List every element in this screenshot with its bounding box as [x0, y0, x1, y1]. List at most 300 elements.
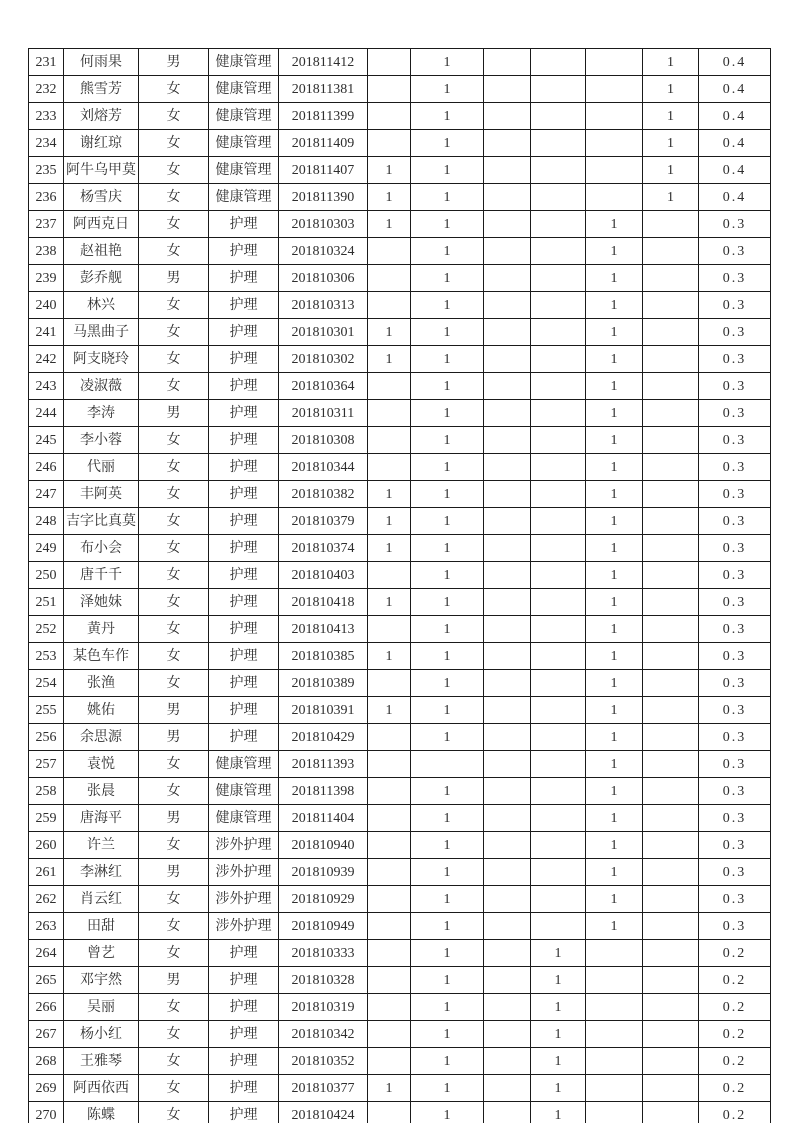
cell-no: 236 [29, 184, 64, 211]
cell-m5: 1 [586, 778, 643, 805]
cell-name: 何雨果 [64, 49, 139, 76]
cell-no: 235 [29, 157, 64, 184]
cell-m3 [484, 292, 531, 319]
table-row [29, 373, 771, 400]
table-row [29, 157, 771, 184]
cell-major: 健康管理 [209, 805, 279, 832]
cell-m5: 1 [586, 859, 643, 886]
table-row [29, 913, 771, 940]
cell-sid: 201810328 [279, 967, 368, 994]
cell-sid: 201810949 [279, 913, 368, 940]
cell-score: 0.4 [699, 49, 771, 76]
cell-name: 马黑曲子 [64, 319, 139, 346]
cell-name: 阿西克日 [64, 211, 139, 238]
cell-major: 健康管理 [209, 157, 279, 184]
cell-m2: 1 [411, 508, 484, 535]
cell-sid: 201810377 [279, 1075, 368, 1102]
cell-m1 [368, 886, 411, 913]
cell-m1 [368, 616, 411, 643]
cell-sid: 201811393 [279, 751, 368, 778]
cell-m4 [531, 184, 586, 211]
cell-m6 [643, 859, 699, 886]
cell-m3 [484, 859, 531, 886]
cell-m4 [531, 832, 586, 859]
cell-m2: 1 [411, 130, 484, 157]
cell-m4 [531, 643, 586, 670]
cell-m1: 1 [368, 697, 411, 724]
cell-no: 232 [29, 76, 64, 103]
cell-m2: 1 [411, 373, 484, 400]
cell-m2: 1 [411, 913, 484, 940]
cell-m5 [586, 1021, 643, 1048]
cell-sid: 201810308 [279, 427, 368, 454]
cell-m1 [368, 238, 411, 265]
cell-major: 涉外护理 [209, 859, 279, 886]
cell-m1: 1 [368, 157, 411, 184]
cell-m5 [586, 157, 643, 184]
cell-m2 [411, 751, 484, 778]
cell-m6: 1 [643, 49, 699, 76]
cell-m1 [368, 1102, 411, 1123]
cell-major: 护理 [209, 724, 279, 751]
table-row [29, 724, 771, 751]
cell-m5: 1 [586, 400, 643, 427]
table-row [29, 346, 771, 373]
cell-m6 [643, 481, 699, 508]
cell-gender: 男 [139, 265, 209, 292]
cell-m3 [484, 589, 531, 616]
cell-name: 唐千千 [64, 562, 139, 589]
table-row [29, 778, 771, 805]
cell-gender: 女 [139, 751, 209, 778]
cell-m3 [484, 778, 531, 805]
cell-m2: 1 [411, 319, 484, 346]
cell-m4 [531, 508, 586, 535]
cell-m6 [643, 373, 699, 400]
cell-m5 [586, 994, 643, 1021]
cell-sid: 201810382 [279, 481, 368, 508]
cell-major: 健康管理 [209, 130, 279, 157]
cell-gender: 女 [139, 1021, 209, 1048]
cell-gender: 男 [139, 967, 209, 994]
cell-m3 [484, 508, 531, 535]
cell-no: 269 [29, 1075, 64, 1102]
cell-name: 凌淑薇 [64, 373, 139, 400]
cell-no: 260 [29, 832, 64, 859]
table-row [29, 508, 771, 535]
cell-no: 259 [29, 805, 64, 832]
cell-m4: 1 [531, 1075, 586, 1102]
cell-sid: 201810302 [279, 346, 368, 373]
cell-m5: 1 [586, 454, 643, 481]
cell-gender: 男 [139, 859, 209, 886]
cell-sid: 201810313 [279, 292, 368, 319]
table-row [29, 643, 771, 670]
cell-sid: 201810379 [279, 508, 368, 535]
cell-score: 0.3 [699, 913, 771, 940]
cell-major: 护理 [209, 589, 279, 616]
cell-name: 李涛 [64, 400, 139, 427]
cell-m2: 1 [411, 184, 484, 211]
table-row [29, 886, 771, 913]
cell-sid: 201810311 [279, 400, 368, 427]
cell-m1 [368, 724, 411, 751]
cell-m2: 1 [411, 967, 484, 994]
cell-m2: 1 [411, 1048, 484, 1075]
cell-m5 [586, 1075, 643, 1102]
cell-sid: 201810374 [279, 535, 368, 562]
cell-m1 [368, 751, 411, 778]
cell-sid: 201810940 [279, 832, 368, 859]
cell-m6 [643, 535, 699, 562]
cell-sid: 201810344 [279, 454, 368, 481]
cell-score: 0.3 [699, 265, 771, 292]
table-row [29, 319, 771, 346]
cell-major: 护理 [209, 427, 279, 454]
cell-no: 249 [29, 535, 64, 562]
cell-name: 唐海平 [64, 805, 139, 832]
cell-major: 护理 [209, 319, 279, 346]
table-row [29, 994, 771, 1021]
cell-m4 [531, 535, 586, 562]
cell-no: 252 [29, 616, 64, 643]
cell-m2: 1 [411, 454, 484, 481]
table-row [29, 940, 771, 967]
table-row [29, 103, 771, 130]
table-row [29, 1075, 771, 1102]
cell-m1 [368, 778, 411, 805]
cell-m4 [531, 886, 586, 913]
cell-m1 [368, 913, 411, 940]
cell-m5: 1 [586, 238, 643, 265]
cell-no: 239 [29, 265, 64, 292]
cell-m4 [531, 913, 586, 940]
cell-m5 [586, 1048, 643, 1075]
cell-m6 [643, 292, 699, 319]
cell-m4: 1 [531, 1021, 586, 1048]
cell-major: 护理 [209, 616, 279, 643]
cell-m5 [586, 103, 643, 130]
cell-no: 257 [29, 751, 64, 778]
cell-gender: 女 [139, 427, 209, 454]
cell-m2: 1 [411, 1021, 484, 1048]
cell-major: 涉外护理 [209, 886, 279, 913]
cell-m2: 1 [411, 670, 484, 697]
cell-m5 [586, 184, 643, 211]
table-row [29, 535, 771, 562]
cell-no: 263 [29, 913, 64, 940]
cell-no: 246 [29, 454, 64, 481]
cell-m4 [531, 481, 586, 508]
cell-no: 255 [29, 697, 64, 724]
cell-m6 [643, 346, 699, 373]
cell-score: 0.3 [699, 292, 771, 319]
cell-m2: 1 [411, 859, 484, 886]
cell-m1: 1 [368, 1075, 411, 1102]
cell-score: 0.3 [699, 616, 771, 643]
cell-sid: 201811390 [279, 184, 368, 211]
table-row [29, 589, 771, 616]
cell-gender: 男 [139, 49, 209, 76]
cell-m3 [484, 886, 531, 913]
cell-major: 健康管理 [209, 184, 279, 211]
cell-m2: 1 [411, 103, 484, 130]
cell-m6 [643, 589, 699, 616]
cell-m3 [484, 1048, 531, 1075]
cell-m1: 1 [368, 346, 411, 373]
cell-m6 [643, 805, 699, 832]
cell-m5 [586, 940, 643, 967]
cell-m3 [484, 481, 531, 508]
student-roster-table [28, 48, 771, 1123]
cell-m3 [484, 535, 531, 562]
cell-major: 护理 [209, 346, 279, 373]
cell-m4 [531, 724, 586, 751]
cell-m5 [586, 49, 643, 76]
cell-m3 [484, 427, 531, 454]
cell-major: 涉外护理 [209, 832, 279, 859]
cell-name: 赵祖艳 [64, 238, 139, 265]
cell-name: 姚佑 [64, 697, 139, 724]
cell-gender: 女 [139, 643, 209, 670]
cell-m2: 1 [411, 49, 484, 76]
table-row [29, 211, 771, 238]
cell-sid: 201810324 [279, 238, 368, 265]
cell-sid: 201810319 [279, 994, 368, 1021]
cell-m6: 1 [643, 103, 699, 130]
cell-m2: 1 [411, 940, 484, 967]
cell-m6 [643, 967, 699, 994]
cell-name: 彭乔舰 [64, 265, 139, 292]
cell-major: 护理 [209, 1075, 279, 1102]
cell-major: 护理 [209, 508, 279, 535]
cell-m3 [484, 670, 531, 697]
cell-name: 丰阿英 [64, 481, 139, 508]
cell-m2: 1 [411, 265, 484, 292]
cell-m5: 1 [586, 265, 643, 292]
cell-no: 254 [29, 670, 64, 697]
cell-m3 [484, 454, 531, 481]
cell-m4 [531, 778, 586, 805]
cell-gender: 女 [139, 76, 209, 103]
cell-no: 253 [29, 643, 64, 670]
cell-name: 阿支晓玲 [64, 346, 139, 373]
cell-m2: 1 [411, 589, 484, 616]
cell-m3 [484, 238, 531, 265]
cell-m4 [531, 76, 586, 103]
table-row [29, 400, 771, 427]
cell-name: 陈蝶 [64, 1102, 139, 1123]
cell-gender: 女 [139, 940, 209, 967]
cell-m2: 1 [411, 292, 484, 319]
cell-m2: 1 [411, 427, 484, 454]
cell-name: 张渔 [64, 670, 139, 697]
cell-major: 护理 [209, 211, 279, 238]
cell-gender: 女 [139, 454, 209, 481]
cell-score: 0.2 [699, 1102, 771, 1123]
cell-gender: 女 [139, 508, 209, 535]
cell-m6 [643, 724, 699, 751]
table-row [29, 859, 771, 886]
cell-major: 护理 [209, 967, 279, 994]
cell-score: 0.2 [699, 1075, 771, 1102]
cell-m1 [368, 265, 411, 292]
cell-m4 [531, 292, 586, 319]
cell-m2: 1 [411, 1075, 484, 1102]
table-row [29, 76, 771, 103]
cell-m1: 1 [368, 589, 411, 616]
cell-m5: 1 [586, 508, 643, 535]
cell-m6 [643, 886, 699, 913]
cell-sid: 201810342 [279, 1021, 368, 1048]
cell-m3 [484, 562, 531, 589]
cell-name: 余思源 [64, 724, 139, 751]
cell-m6: 1 [643, 184, 699, 211]
cell-m3 [484, 643, 531, 670]
cell-score: 0.3 [699, 670, 771, 697]
cell-m4 [531, 49, 586, 76]
table-row [29, 751, 771, 778]
cell-score: 0.2 [699, 1021, 771, 1048]
cell-name: 阿牛乌甲莫 [64, 157, 139, 184]
cell-major: 健康管理 [209, 76, 279, 103]
cell-sid: 201810424 [279, 1102, 368, 1123]
cell-gender: 女 [139, 346, 209, 373]
cell-m5: 1 [586, 724, 643, 751]
cell-gender: 女 [139, 211, 209, 238]
cell-major: 护理 [209, 265, 279, 292]
cell-sid: 201810333 [279, 940, 368, 967]
cell-sid: 201811409 [279, 130, 368, 157]
cell-m5: 1 [586, 427, 643, 454]
cell-sid: 201811404 [279, 805, 368, 832]
cell-gender: 男 [139, 400, 209, 427]
cell-score: 0.3 [699, 562, 771, 589]
cell-score: 0.3 [699, 778, 771, 805]
cell-name: 阿西依西 [64, 1075, 139, 1102]
cell-m4 [531, 454, 586, 481]
cell-m6 [643, 1075, 699, 1102]
cell-m5: 1 [586, 751, 643, 778]
cell-gender: 女 [139, 994, 209, 1021]
table-row [29, 670, 771, 697]
cell-sid: 201810403 [279, 562, 368, 589]
cell-sid: 201811398 [279, 778, 368, 805]
cell-m1 [368, 373, 411, 400]
cell-m1 [368, 562, 411, 589]
table-row [29, 562, 771, 589]
cell-m5: 1 [586, 643, 643, 670]
cell-sid: 201810352 [279, 1048, 368, 1075]
cell-m3 [484, 319, 531, 346]
cell-sid: 201810389 [279, 670, 368, 697]
cell-name: 布小会 [64, 535, 139, 562]
cell-major: 护理 [209, 994, 279, 1021]
cell-sid: 201811407 [279, 157, 368, 184]
cell-m4: 1 [531, 967, 586, 994]
cell-m3 [484, 616, 531, 643]
table-body [29, 49, 771, 1123]
cell-m6 [643, 508, 699, 535]
cell-score: 0.3 [699, 832, 771, 859]
cell-major: 护理 [209, 643, 279, 670]
cell-gender: 女 [139, 481, 209, 508]
cell-gender: 女 [139, 913, 209, 940]
cell-m3 [484, 49, 531, 76]
cell-sid: 201811412 [279, 49, 368, 76]
table-row [29, 1021, 771, 1048]
cell-m5: 1 [586, 670, 643, 697]
cell-m4 [531, 130, 586, 157]
cell-m1 [368, 103, 411, 130]
cell-m1: 1 [368, 184, 411, 211]
cell-gender: 女 [139, 319, 209, 346]
cell-sid: 201810413 [279, 616, 368, 643]
cell-m4 [531, 103, 586, 130]
cell-no: 231 [29, 49, 64, 76]
cell-gender: 女 [139, 1075, 209, 1102]
cell-score: 0.3 [699, 589, 771, 616]
cell-score: 0.3 [699, 859, 771, 886]
cell-score: 0.3 [699, 508, 771, 535]
cell-name: 张晨 [64, 778, 139, 805]
cell-sid: 201810939 [279, 859, 368, 886]
cell-m2: 1 [411, 76, 484, 103]
cell-score: 0.4 [699, 184, 771, 211]
cell-major: 护理 [209, 1048, 279, 1075]
cell-m1 [368, 859, 411, 886]
cell-major: 健康管理 [209, 778, 279, 805]
cell-m4 [531, 319, 586, 346]
cell-score: 0.4 [699, 130, 771, 157]
cell-sid: 201810929 [279, 886, 368, 913]
cell-m2: 1 [411, 481, 484, 508]
cell-m3 [484, 346, 531, 373]
cell-gender: 女 [139, 373, 209, 400]
cell-m3 [484, 751, 531, 778]
cell-m4 [531, 211, 586, 238]
cell-name: 吉字比真莫 [64, 508, 139, 535]
cell-gender: 女 [139, 1048, 209, 1075]
cell-m1: 1 [368, 319, 411, 346]
cell-m4: 1 [531, 1102, 586, 1123]
cell-m1: 1 [368, 211, 411, 238]
cell-score: 0.3 [699, 697, 771, 724]
cell-name: 杨小红 [64, 1021, 139, 1048]
cell-no: 245 [29, 427, 64, 454]
cell-m1: 1 [368, 643, 411, 670]
cell-m2: 1 [411, 346, 484, 373]
cell-major: 护理 [209, 1021, 279, 1048]
cell-no: 258 [29, 778, 64, 805]
cell-m1 [368, 670, 411, 697]
cell-m5 [586, 967, 643, 994]
cell-no: 241 [29, 319, 64, 346]
cell-m3 [484, 913, 531, 940]
cell-m2: 1 [411, 562, 484, 589]
cell-major: 护理 [209, 481, 279, 508]
cell-no: 270 [29, 1102, 64, 1123]
cell-m6 [643, 751, 699, 778]
table-row [29, 292, 771, 319]
cell-m5: 1 [586, 373, 643, 400]
cell-gender: 女 [139, 562, 209, 589]
cell-m5: 1 [586, 292, 643, 319]
cell-m2: 1 [411, 778, 484, 805]
cell-m1 [368, 130, 411, 157]
cell-m2: 1 [411, 994, 484, 1021]
cell-m3 [484, 940, 531, 967]
